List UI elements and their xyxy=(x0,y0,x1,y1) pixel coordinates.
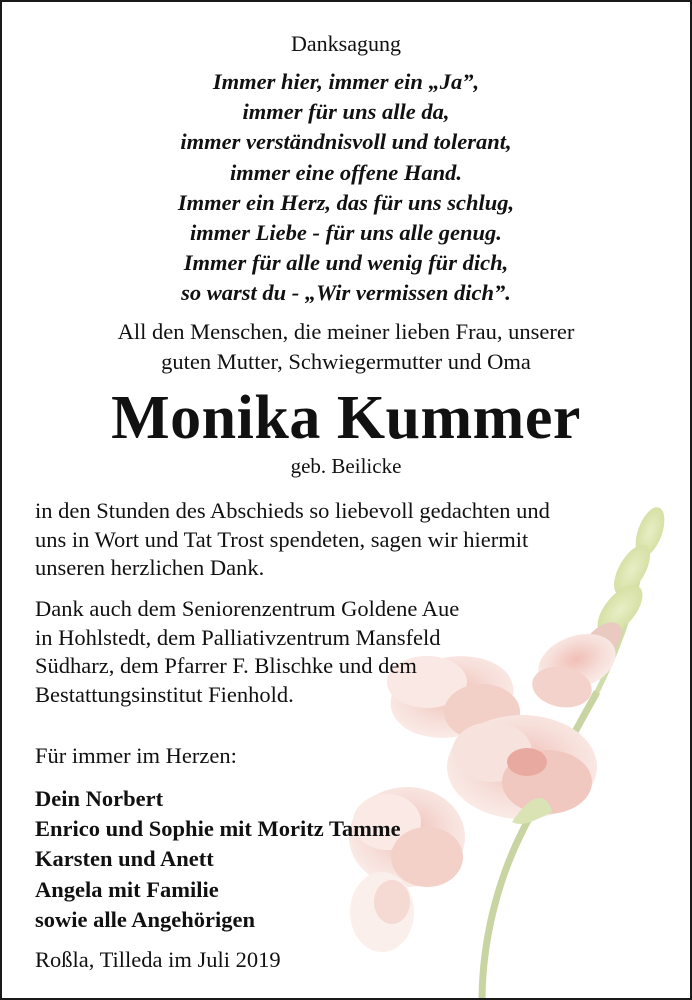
intro-line: guten Mutter, Schwiegermutter und Oma xyxy=(161,349,531,374)
signer: Karsten und Anett xyxy=(35,846,214,872)
poem xyxy=(2,67,690,309)
birth-name: geb. Beilicke xyxy=(290,454,402,478)
deceased-name: Monika Kummer xyxy=(111,384,581,452)
poem-line: immer Liebe - für uns alle genug. xyxy=(190,220,502,246)
signer: Dein Norbert xyxy=(35,786,164,811)
forever-label: Für immer im Herzen: xyxy=(35,743,237,768)
intro-text xyxy=(2,317,690,377)
text-line: Südharz, dem Pfarrer F. Blischke und dem xyxy=(35,653,417,678)
poem-line: immer für uns alle da, xyxy=(242,99,450,125)
signer: Angela mit Familie xyxy=(35,876,219,902)
place-date: Roßla, Tilleda im Juli 2019 xyxy=(35,947,281,972)
poem-line: immer verständnisvoll und tolerant, xyxy=(180,129,512,155)
heading-danksagung: Danksagung xyxy=(291,31,401,56)
signer: Enrico und Sophie mit Moritz Tamme xyxy=(35,816,401,842)
text-line: in Hohlstedt, dem Palliativzentrum Mansfeld xyxy=(35,624,441,650)
text-line: uns in Wort und Tat Trost spendeten, sagen wir hiermit xyxy=(35,526,529,552)
poem-line: Immer für alle und wenig für dich, xyxy=(183,250,509,276)
poem-line: Immer hier, immer ein „Ja”, xyxy=(212,69,480,94)
text-line: Bestattungsinstitut Fienhold. xyxy=(35,681,294,707)
text-line: in den Stunden des Abschieds so liebevoll gedachten und xyxy=(35,498,550,523)
intro-line: All den Menschen, die meiner lieben Frau, unserer xyxy=(117,319,575,344)
text-line: unseren herzlichen Dank. xyxy=(35,555,265,580)
signers-list xyxy=(35,784,401,935)
signer: sowie alle Angehörigen xyxy=(35,906,255,932)
poem-line: so warst du - „Wir vermissen dich”. xyxy=(181,280,511,306)
thanks-paragraph xyxy=(35,497,675,583)
poem-line: immer eine offene Hand. xyxy=(229,159,463,185)
poem-line: Immer ein Herz, das für uns schlug, xyxy=(177,189,515,215)
institutions-paragraph xyxy=(35,595,675,709)
text-line: Dank auch dem Seniorenzentrum Goldene Aue xyxy=(35,596,460,621)
